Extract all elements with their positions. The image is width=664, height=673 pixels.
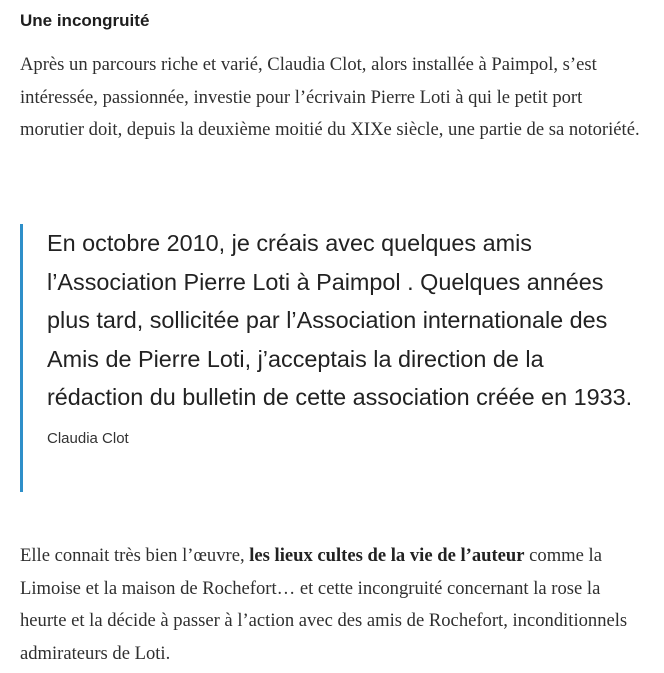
- body-text-end: comme la Limoise et la maison de Rochefort… et cette incongruité concernant la rose la heurte et la décide à passer à l’action avec des amis de Rochefort, inconditionnels admirateurs de Loti.: [20, 545, 628, 664]
- quote-text: En octobre 2010, je créais avec quelques amis l’Association Pierre Loti à Paimpol . Quelques années plus tard, sollicitée par l’Association internationale des Amis de Pierre Loti, j’acceptais la direction de la rédaction du bulletin de cette association créée en 1933.: [47, 230, 633, 410]
- body-paragraph: [20, 540, 650, 670]
- emphasized-text: les lieux cultes de la vie de l’auteur: [249, 545, 525, 566]
- body-text-start: Elle connait très bien l’œuvre,: [20, 545, 250, 566]
- intro-paragraph: Après un parcours riche et varié, Claudia Clot, alors installée à Paimpol, s’est intéressée, passionnée, investie pour l’écrivain Pierre Loti à qui le petit port morutier doit, depuis la deuxième moitié du XIXe siècle, une partie de sa notoriété.: [20, 54, 640, 141]
- quote-author: Claudia Clot: [47, 429, 129, 447]
- blockquote: [20, 224, 646, 492]
- section-heading: Une incongruité: [20, 11, 150, 30]
